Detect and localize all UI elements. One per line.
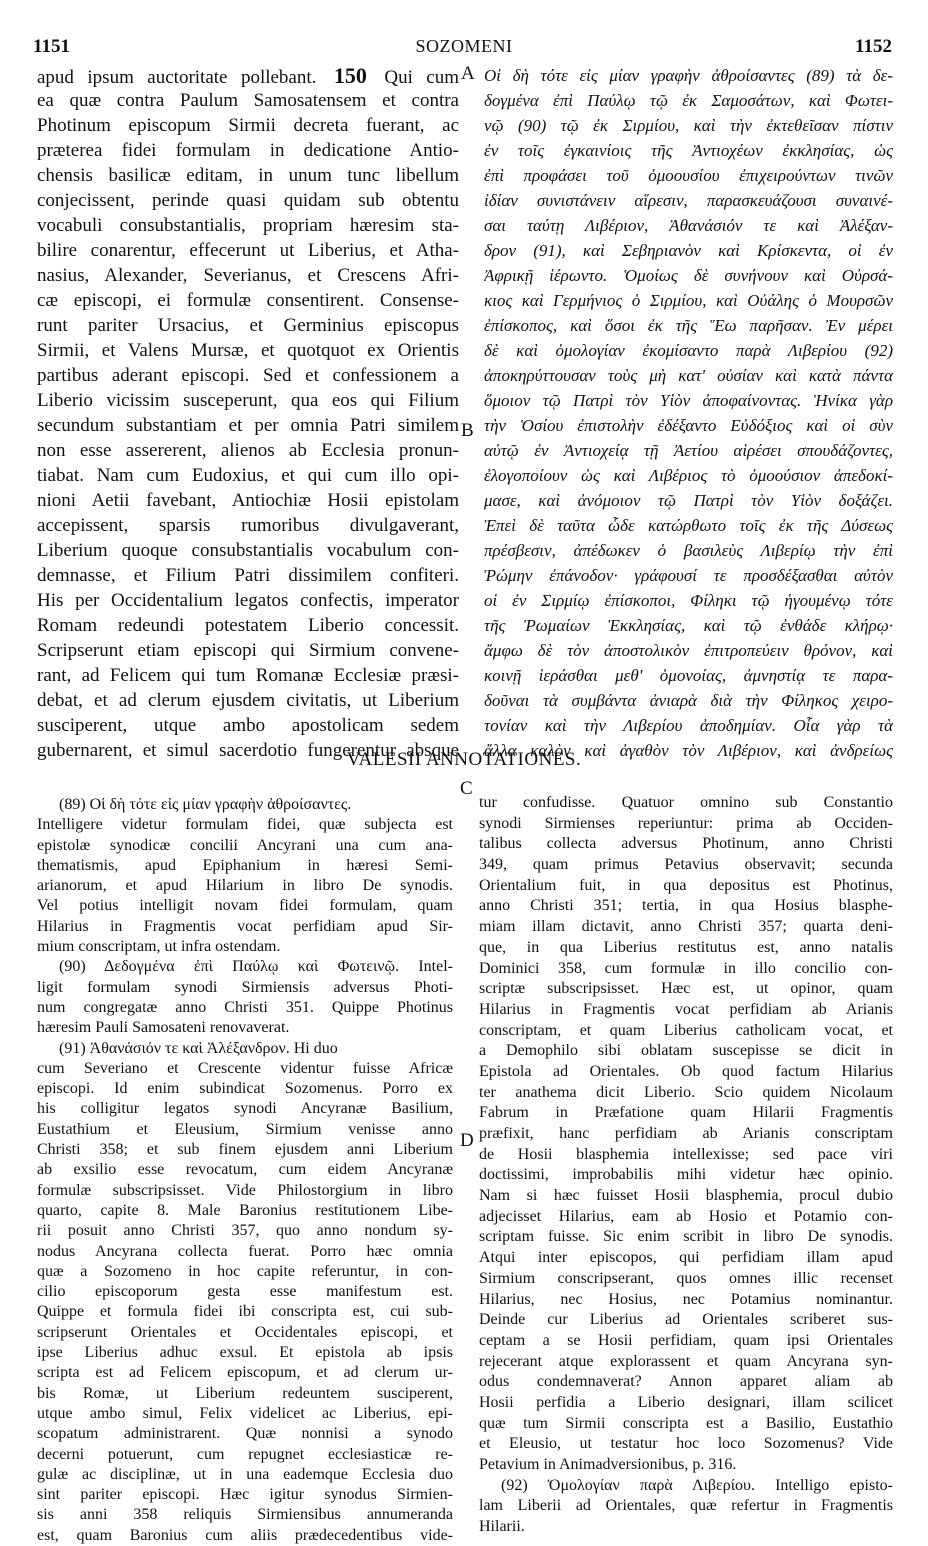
column-number-marker: 150 (333, 63, 367, 88)
annotation-line: talibus collecta adversus Photinum, anno Christi (479, 835, 893, 853)
latin-line: cæ episcopi, ei formulæ consentirent. Consense- (37, 290, 459, 311)
greek-line: τὴν Ὁσίου ἐπιστολὴν ἐδέξαντο Εὐδόξιος καὶ οἱ σὺν (484, 416, 893, 435)
annotation-line: 349, quam primus Petavius observavit; secunda (479, 856, 893, 874)
annotation-line: scopatum administrarent. Quæ nonnisi a synodo (37, 1425, 453, 1443)
annotation-line: gulæ ac disciplinæ, ut in una eademque Ecclesia duo (37, 1465, 453, 1483)
annotation-line: synodi Sirmienses reperiuntur: prima ab Occiden- (479, 814, 893, 832)
annotation-line: anno Christi 351; tertia, in qua Hosius blasphe- (479, 897, 893, 915)
annotation-line: utque ambo simul, Felix videlicet ac Liberius, epi- (37, 1404, 453, 1422)
greek-line: δρον (91), καὶ Σεβηριανὸν καὶ Κρίσκεντα, οἱ ἐν (484, 241, 893, 260)
annotation-line: odus condemnaverat? Annon apparet aliam ab (479, 1373, 893, 1391)
latin-line: ea quæ contra Paulum Samosatensem et contra (37, 90, 459, 111)
latin-line: susciperent, utque ambo apostolicam sedem (37, 715, 459, 736)
annotation-line: miam illam dictavit, anno Christi 357; quarta deni- (479, 918, 893, 936)
latin-lines (37, 88, 459, 763)
annotations-right-column (479, 793, 893, 1538)
latin-line: præterea fidei formulam in dedicatione Antio- (37, 140, 459, 161)
annotation-line: (89) Οἱ δὴ τότε εἰς μίαν γραφὴν ἀθροίσαντες. (59, 796, 352, 813)
annotation-line: ipse Liberius adhuc exsul. Et epistola ab ipsis (37, 1344, 453, 1362)
annotation-line: quarto, capite 8. Male Baronius restitutionem Libe- (37, 1201, 453, 1219)
annotation-line: formulæ subscripsisset. Vide Philostorgium in libro (37, 1181, 453, 1199)
right-page-number: 1152 (855, 36, 892, 57)
margin-letter-b: B (461, 420, 474, 441)
greek-line: δοῦναι τὰ συμβάντα ἀνιαρὰ διὰ τὴν Φίληκος χειρο- (484, 691, 893, 710)
latin-line: Photinum episcopum Sirmii decreta fuerant, ac (37, 115, 459, 136)
greek-line: ὅμοιον τῷ Πατρὶ τὸν Υἱὸν ἀποφαίνοντας. Ἡνίκα γὰρ (484, 391, 893, 410)
annotations-title: VALESII ANNOTATIONES. (346, 749, 582, 770)
annotation-line: Fabrum in Præfatione quam Hilarii Fragmentis (479, 1104, 893, 1122)
latin-line: Romam redeundi potestatem Liberio concessit. (37, 615, 459, 636)
latin-first-line-tail: Qui cum (384, 67, 459, 88)
annotation-line: doctissimi, improbabilis mihi videtur hæc opinio. (479, 1166, 893, 1184)
annotations-left-column (37, 795, 453, 1546)
latin-line: Liberium quoque consubstantialis vocabulum con- (37, 540, 459, 561)
greek-line: ἐλογοποίουν ὡς καὶ Λιβέριος τὸ ὁμοούσιον ἀπεδοκί- (484, 466, 893, 485)
greek-line: οἱ ἐν Σιρμίῳ ἐπίσκοποι, Φίληκι τῷ ἡγουμένῳ τότε (484, 591, 893, 610)
annotation-line: ab exsilio esse revocatum, cum eidem Ancyranæ (37, 1161, 453, 1179)
greek-line: ἀποκηρύττουσαν τοὺς μὴ κατ' οὐσίαν καὶ κατὰ πάντα (484, 366, 893, 385)
annotation-line: Dominici 358, cum formulæ in illo concilio con- (479, 959, 893, 977)
greek-line: κιος καὶ Γερμήνιος ὁ Σιρμίου, καὶ Οὐάλης ὁ Μουρσῶν (484, 291, 893, 310)
latin-line (37, 63, 459, 88)
latin-first-line-text: apud ipsum auctoritate pollebant. (37, 67, 317, 88)
latin-line: accepissent, sparsis rumoribus divulgaverant, (37, 515, 459, 536)
annotation-line: arianorum, et apud Hilarium in libro De synodis. (37, 877, 453, 895)
annotation-line: epistolæ synodicæ concilii Ancyrani una cum ana- (37, 836, 453, 854)
latin-line: His per Occidentalium legatos confectis, imperator (37, 590, 459, 611)
annotation-line: que, in qua Liberius restitutus est, anno natalis (479, 938, 893, 956)
annotation-line: Christi 358; et sub finem ejusdem anni Liberium (37, 1141, 453, 1159)
greek-line: Ῥώμην ἐπάνοδον· γράφουσί τε προσδέξασθαι αὐτὸν (484, 566, 893, 585)
annotation-line: sint pariter episcopi. Hæc igitur synodus Sirmien- (37, 1486, 453, 1504)
annotation-line: his colligitur legatos synodi Ancyranæ Basilium, (37, 1100, 453, 1118)
annotation-line: (92) Ὁμολογίαν παρὰ Λιβερίου. Intelligo episto- (501, 1476, 893, 1494)
annotation-line: Hosii perfidia a Liberio designari, illam scilicet (479, 1393, 893, 1411)
annotation-line: Orientalium fuit, in qua depositus est Photinus, (479, 876, 893, 894)
latin-line: Liberio vicissim susceperunt, qua eos qui Filium (37, 390, 459, 411)
greek-lines (484, 63, 893, 763)
annotation-line: est, quam Baronius cum aliis prædecedentibus vide- (37, 1526, 453, 1544)
latin-line: Sirmii, et Valens Mursæ, et quotquot ex Orientis (37, 340, 459, 361)
annotation-line: hæresim Pauli Samosateni renovaverat. (37, 1019, 290, 1037)
annotation-line: num congregatæ anno Christi 351. Quippe Photinus (37, 998, 453, 1016)
greek-line: ἄλλα καλὸν καὶ ἀγαθὸν τὸν Λιβέριον, καὶ ἀνδρείως (484, 741, 893, 760)
latin-line: conjecissent, perinde quasi quidam sub obtentu (37, 190, 459, 211)
annotation-line: (91) Ἀθανάσιόν τε καὶ Ἀλέξανδρον. Hi duo (59, 1039, 338, 1057)
latin-line: bilire conarentur, effecerunt ut Liberius, et Atha- (37, 240, 459, 261)
latin-line: nioni Aetii favebant, Antiochiæ Hosii epistolam (37, 490, 459, 511)
annotation-line: Nam si hæc fuisset Hosii blasphemia, procul dubio (479, 1187, 893, 1205)
greek-line: αὐτῷ ἐν Ἀντιοχείᾳ τῇ Ἀετίου αἱρέσει σπουδάζοντες, (484, 441, 893, 460)
greek-line: νῷ (90) τῷ ἐκ Σιρμίου, καὶ τὴν ἐκτεθεῖσαν πίστιν (484, 116, 893, 135)
annotation-line: ter anathema dicit Liberio. Scio quidem Nicolaum (479, 1083, 893, 1101)
latin-line: chensis basilicæ editam, in unum tunc libellum (37, 165, 459, 186)
annotation-line: rii posuit anno Christi 357, quo anno nondum sy- (37, 1222, 453, 1240)
running-title: SOZOMENI (415, 36, 513, 56)
greek-line: τῆς Ῥωμαίων Ἐκκλησίας, καὶ τῷ ἐνθάδε κλήρῳ· (484, 616, 893, 635)
annotation-line: de Hosii blasphemia intellexisse; sed pace viri (479, 1145, 893, 1163)
margin-letter-a: A (461, 63, 475, 84)
margin-letter-c: C (460, 778, 473, 799)
annotation-line: lam Liberii ad Orientales, quæ refertur in Fragmentis (479, 1497, 893, 1515)
annotation-line: et Eleusio, ut testatur hoc loco Sozomenus? Vide (479, 1435, 893, 1453)
annotation-line: (90) Δεδογμένα ἐπὶ Παύλῳ καὶ Φωτεινῷ. Intel- (59, 958, 453, 976)
greek-line: κοινῇ ἱεράσθαι μεθ' ὁμονοίας, ἀμνηστίᾳ τε παρα- (484, 666, 893, 685)
annotation-line: cum Severiano et Crescente videntur fuisse Africæ (37, 1059, 453, 1077)
annotation-line: Deinde cur Liberius ad Orientales scriberet sus- (479, 1311, 893, 1329)
annotation-line: Quippe et formula fidei ibi conscripta est, cui sub- (37, 1303, 453, 1321)
greek-line: ἐπὶ προφάσει τοῦ ὁμοουσίου ἐπιχειρούντων τινῶν (484, 166, 893, 185)
annotation-line: rejecerant atque explorassent et quam Ancyrana syn- (479, 1352, 893, 1370)
greek-line: τονίαν καὶ τὴν Λιβερίου ἀποδημίαν. Οἷα γὰρ τὰ (484, 716, 893, 735)
annotation-line: quæ tum Sirmii conscripta est a Basilio, Eustathio (479, 1414, 893, 1432)
latin-line: gubernarent, et simul sacerdotio fungerentur absque (37, 740, 459, 761)
annotation-line: scriptæ subscripsisset. Hæc est, ut opinor, quam (479, 980, 893, 998)
annotation-line: Epistola ad Orientales. Ob quod factum Hilarius (479, 1062, 893, 1080)
annotation-line: mium conscriptam, ut infra ostendam. (37, 938, 281, 956)
annotation-line: quæ a Sozomeno in hoc capite referuntur, in con- (37, 1262, 453, 1280)
latin-line: tiabat. Nam cum Eudoxius, et qui cum illo opi- (37, 465, 459, 486)
latin-line: demnasse, et Filium Patri dissimilem confiteri. (37, 565, 459, 586)
margin-letter-d: D (460, 1130, 474, 1151)
annotation-line: ceptam a se Hosii perfidiam, quam ipsi Orientales (479, 1331, 893, 1349)
latin-text-column (37, 63, 459, 763)
annotation-line: Eustathium et Eleusium, Sirmium venisse anno (37, 1120, 453, 1138)
greek-line: Οἱ δὴ τότε εἰς μίαν γραφὴν ἀθροίσαντες (89) τὰ δε- (484, 66, 893, 85)
annotation-line: ligit formulam synodi Sirmiensis adversus Photi- (37, 978, 453, 996)
annotation-line: Vel potius intelligit novam fidei formulam, quam (37, 897, 453, 915)
annotation-line: conscriptam, et quam Liberius catholicam vocat, et (479, 1021, 893, 1039)
annotation-line: a Demophilo sibi oblatam suscepisse se dicit in (479, 1042, 893, 1060)
greek-line: πρέσβεσιν, ἀπέδωκεν ὁ βασιλεὺς Λιβερίῳ τὴν ἐπὶ (484, 541, 893, 560)
annotation-line: cilio episcoporum gesta esse manifestum est. (37, 1283, 453, 1301)
latin-line: Scripserunt etiam episcopi qui Sirmium convene- (37, 640, 459, 661)
annotation-line: Hilarii. (479, 1518, 525, 1536)
annotation-line: scripserunt Orientales et Occidentales episcopi, et (37, 1323, 453, 1341)
annotation-line: sis anni 358 reliquis Sirmiensibus annumeranda (37, 1506, 453, 1524)
greek-line: δὲ καὶ ὁμολογίαν ἐκομίσαντο παρὰ Λιβερίου (92) (484, 341, 893, 360)
annotation-line: thematismis, apud Epiphanium in hæresi Semi- (37, 856, 453, 874)
annotation-line: decerni potuerunt, cum repugnet ecclesiasticæ re- (37, 1445, 453, 1463)
latin-line: vocabuli consubstantialis, propriam hæresim sta- (37, 215, 459, 236)
annotation-line: adjecisset Hilarius, eam ab Hosio et Potamio con- (479, 1207, 893, 1225)
annotation-line: scriptam fuisse. Sic enim scribit in libro De synodis. (479, 1228, 893, 1246)
latin-line: runt pariter Ursacius, et Germinius episcopus (37, 315, 459, 336)
latin-line: debat, et ad clerum ejusdem civitatis, ut Liberium (37, 690, 459, 711)
left-page-number: 1151 (33, 36, 70, 57)
annotation-line: episcopi. Id enim subindicat Sozomenus. Porro ex (37, 1080, 453, 1098)
annotation-line: scripta est ad Felicem episcopum, et ad clerum ur- (37, 1364, 453, 1382)
annotation-line: Hilarius in Fragmentis vocat perfidiam apud Sir- (37, 917, 453, 935)
annotation-line: Hilarius, nec Hosius, nec Potamius nominantur. (479, 1290, 893, 1308)
greek-text-column (484, 63, 893, 763)
latin-line: partibus aderant episcopi. Sed et confessionem a (37, 365, 459, 386)
greek-line: Ἀφρικῇ ἱέρωντο. Ὁμοίως δὲ συνήνουν καὶ Οὐρσά- (484, 266, 893, 285)
greek-line: Ἐπεὶ δὲ ταῦτα ὧδε κατώρθωτο τοῖς ἐκ τῆς Δύσεως (484, 516, 893, 535)
annotations-right-lines (479, 793, 893, 1538)
latin-line: rant, ad Felicem qui tum Romanæ Ecclesiæ præsi- (37, 665, 459, 686)
annotation-line: Intelligere videtur formulam fidei, quæ subjecta est (37, 816, 453, 834)
latin-line: secundum substantiam et per omnia Patri similem (37, 415, 459, 436)
annotation-line: nodus Ancyrana collecta fuerat. Porro hæc omnia (37, 1242, 453, 1260)
annotations-left-lines (37, 795, 453, 1546)
annotation-line: Atqui inter episcopos, qui perfidiam illam apud (479, 1249, 893, 1267)
page-header (0, 0, 928, 60)
annotation-line: tur confudisse. Quatuor omnino sub Constantio (479, 794, 893, 811)
annotation-line: Sirmium conscripserant, quos omnes illic recenset (479, 1269, 893, 1287)
greek-line: σαι ταύτῃ Λιβέριον, Ἀθανάσιόν τε καὶ Ἀλέξαν- (484, 216, 893, 235)
latin-line: nasius, Alexander, Severianus, et Crescens Afri- (37, 265, 459, 286)
greek-line: δογμένα ἐπὶ Παύλῳ τῷ ἐκ Σαμοσάτων, καὶ Φωτει- (484, 91, 893, 110)
latin-line: non esse assererent, alienos ab Ecclesia pronun- (37, 440, 459, 461)
greek-line: ἐν τοῖς ἐγκαινίοις τῆς Ἀντιοχέων ἐκκλησίας, ὡς (484, 141, 893, 160)
greek-line: ἰδίαν συνιστάνειν αἵρεσιν, παρασκευάζουσι συναινέ- (484, 191, 893, 210)
annotation-line: Hilarius in Fragmentis vocat perfidiam ab Arianis (479, 1000, 893, 1018)
greek-line: ἐπίσκοπος, καὶ ὅσοι ἐκ τῆς Ἕω παρῆσαν. Ἐν μέρει (484, 316, 893, 335)
annotation-line: Petavium in Animadversionibus, p. 316. (479, 1456, 737, 1473)
annotation-line: bis Romæ, ut Liberium redeuntem susciperent, (37, 1384, 453, 1402)
annotation-line: præfixit, hanc perfidiam ab Arianis conscriptam (479, 1125, 893, 1142)
greek-line: μασε, καὶ ἀνόμοιον τῷ Πατρὶ τὸν Υἱὸν δοξάζει. (484, 491, 893, 510)
greek-line: ἄμφω δὲ τὸν ἀποστολικὸν ἐπιτροπεύειν θρόνον, καὶ (484, 641, 893, 660)
